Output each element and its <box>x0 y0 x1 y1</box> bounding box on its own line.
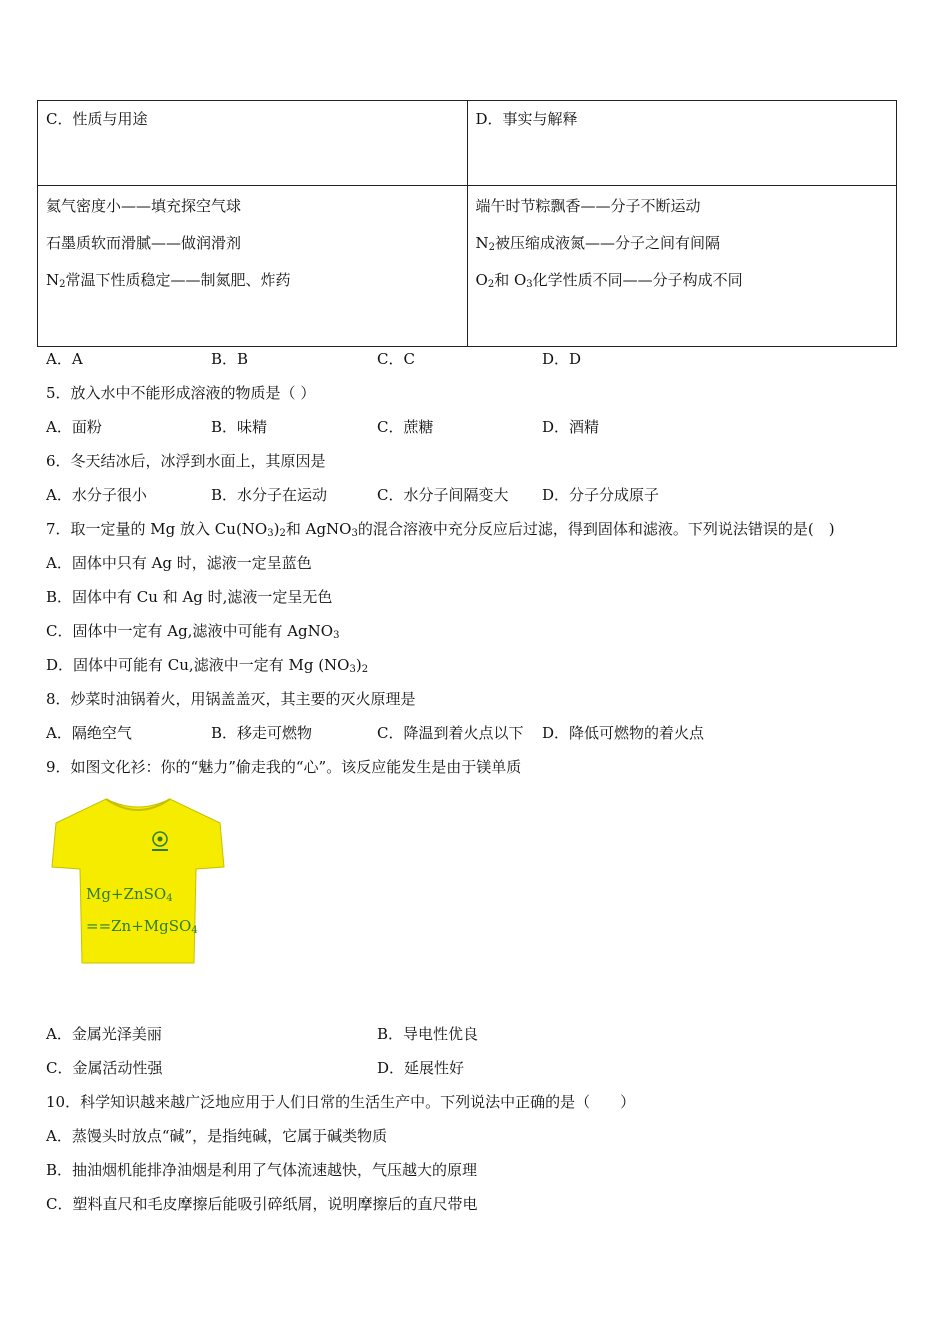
q9-option-b[interactable]: B．导电性优良 <box>377 1025 479 1043</box>
q5-stem: 5．放入水中不能形成溶液的物质是（ ） <box>46 384 316 402</box>
q8-option-b[interactable]: B．移走可燃物 <box>211 724 313 742</box>
q7-option-a[interactable]: A．固体中只有 Ag 时，滤液一定呈蓝色 <box>46 554 312 572</box>
q8-option-c[interactable]: C．降温到着火点以下 <box>377 724 524 742</box>
q9-option-c[interactable]: C．金属活动性强 <box>46 1059 163 1077</box>
q4-option-a[interactable]: A．A <box>46 350 83 368</box>
q5-option-c[interactable]: C．蔗糖 <box>377 418 434 436</box>
shirt-equation-line-1: Mg+ZnSO$_4$ <box>86 885 173 904</box>
c-line-1: 氦气密度小——填充探空气球 <box>46 197 242 215</box>
col-d-title: D．事实与解释 <box>467 101 897 186</box>
d-line-2: $N_2$被压缩成液氮——分子之间有间隔 <box>475 234 721 253</box>
d-line-1: 端午时节粽飘香——分子不断运动 <box>475 197 701 215</box>
q9-stem: 9．如图文化衫：你的“魅力”偷走我的“心”。该反应能发生是由于镁单质 <box>46 758 522 776</box>
q9-option-a[interactable]: A．金属光泽美丽 <box>46 1025 162 1043</box>
q8-stem: 8．炒菜时油锅着火，用锅盖盖灭，其主要的灭火原理是 <box>46 690 416 708</box>
q5-option-a[interactable]: A．面粉 <box>46 418 102 436</box>
q5-option-d[interactable]: D．酒精 <box>542 418 600 436</box>
d-line-3: $O_2$和 $O_3$化学性质不同——分子构成不同 <box>475 271 743 290</box>
col-c-title: C．性质与用途 <box>38 101 468 186</box>
tshirt-figure <box>48 793 228 969</box>
q10-option-a[interactable]: A．蒸馒头时放点“碱”，是指纯碱，它属于碱类物质 <box>46 1127 388 1145</box>
q10-stem: 10．科学知识越来越广泛地应用于人们日常的生活生产中。下列说法中正确的是（ ） <box>46 1093 636 1111</box>
q6-stem: 6．冬天结冰后，冰浮到水面上，其原因是 <box>46 452 326 470</box>
c-line-3: $N_2$常温下性质稳定——制氮肥、炸药 <box>46 271 291 290</box>
q7-option-d[interactable]: D．固体中可能有 Cu,滤液中一定有 Mg $(NO_3)_2$ <box>46 656 369 675</box>
q6-option-d[interactable]: D．分子分成原子 <box>542 486 660 504</box>
q4-option-c[interactable]: C．C <box>377 350 415 368</box>
col-d-body <box>467 186 897 347</box>
q6-option-a[interactable]: A．水分子很小 <box>46 486 147 504</box>
q9-option-d[interactable]: D．延展性好 <box>377 1059 465 1077</box>
q5-option-b[interactable]: B．味精 <box>211 418 268 436</box>
q7-option-c[interactable]: C．固体中一定有 Ag,滤液中可能有 AgNO$_3$ <box>46 622 340 641</box>
q7-option-b[interactable]: B．固体中有 Cu 和 Ag 时,滤液一定呈无色 <box>46 588 333 606</box>
q6-option-b[interactable]: B．水分子在运动 <box>211 486 328 504</box>
q10-option-c[interactable]: C．塑料直尺和毛皮摩擦后能吸引碎纸屑，说明摩擦后的直尺带电 <box>46 1195 478 1213</box>
c-line-2: 石墨质软而滑腻——做润滑剂 <box>46 234 242 252</box>
shirt-equation-line-2: ==Zn+MgSO$_4$ <box>86 917 198 936</box>
q7-stem: 7．取一定量的 Mg 放入 $Cu(NO_3)_2$和 AgNO$_3$的混合溶液中充分反应后过滤，得到固体和滤液。下列说法错误的是( ) <box>46 520 835 539</box>
q10-option-b[interactable]: B．抽油烟机能排净油烟是利用了气体流速越快，气压越大的原理 <box>46 1161 478 1179</box>
q4-option-d[interactable]: D．D <box>542 350 582 368</box>
q8-option-a[interactable]: A．隔绝空气 <box>46 724 132 742</box>
q6-option-c[interactable]: C．水分子间隔变大 <box>377 486 509 504</box>
tshirt-icon <box>48 793 228 969</box>
q8-option-d[interactable]: D．降低可燃物的着火点 <box>542 724 705 742</box>
q4-option-b[interactable]: B．B <box>211 350 249 368</box>
options-table <box>37 100 897 347</box>
col-c-body <box>38 186 468 347</box>
